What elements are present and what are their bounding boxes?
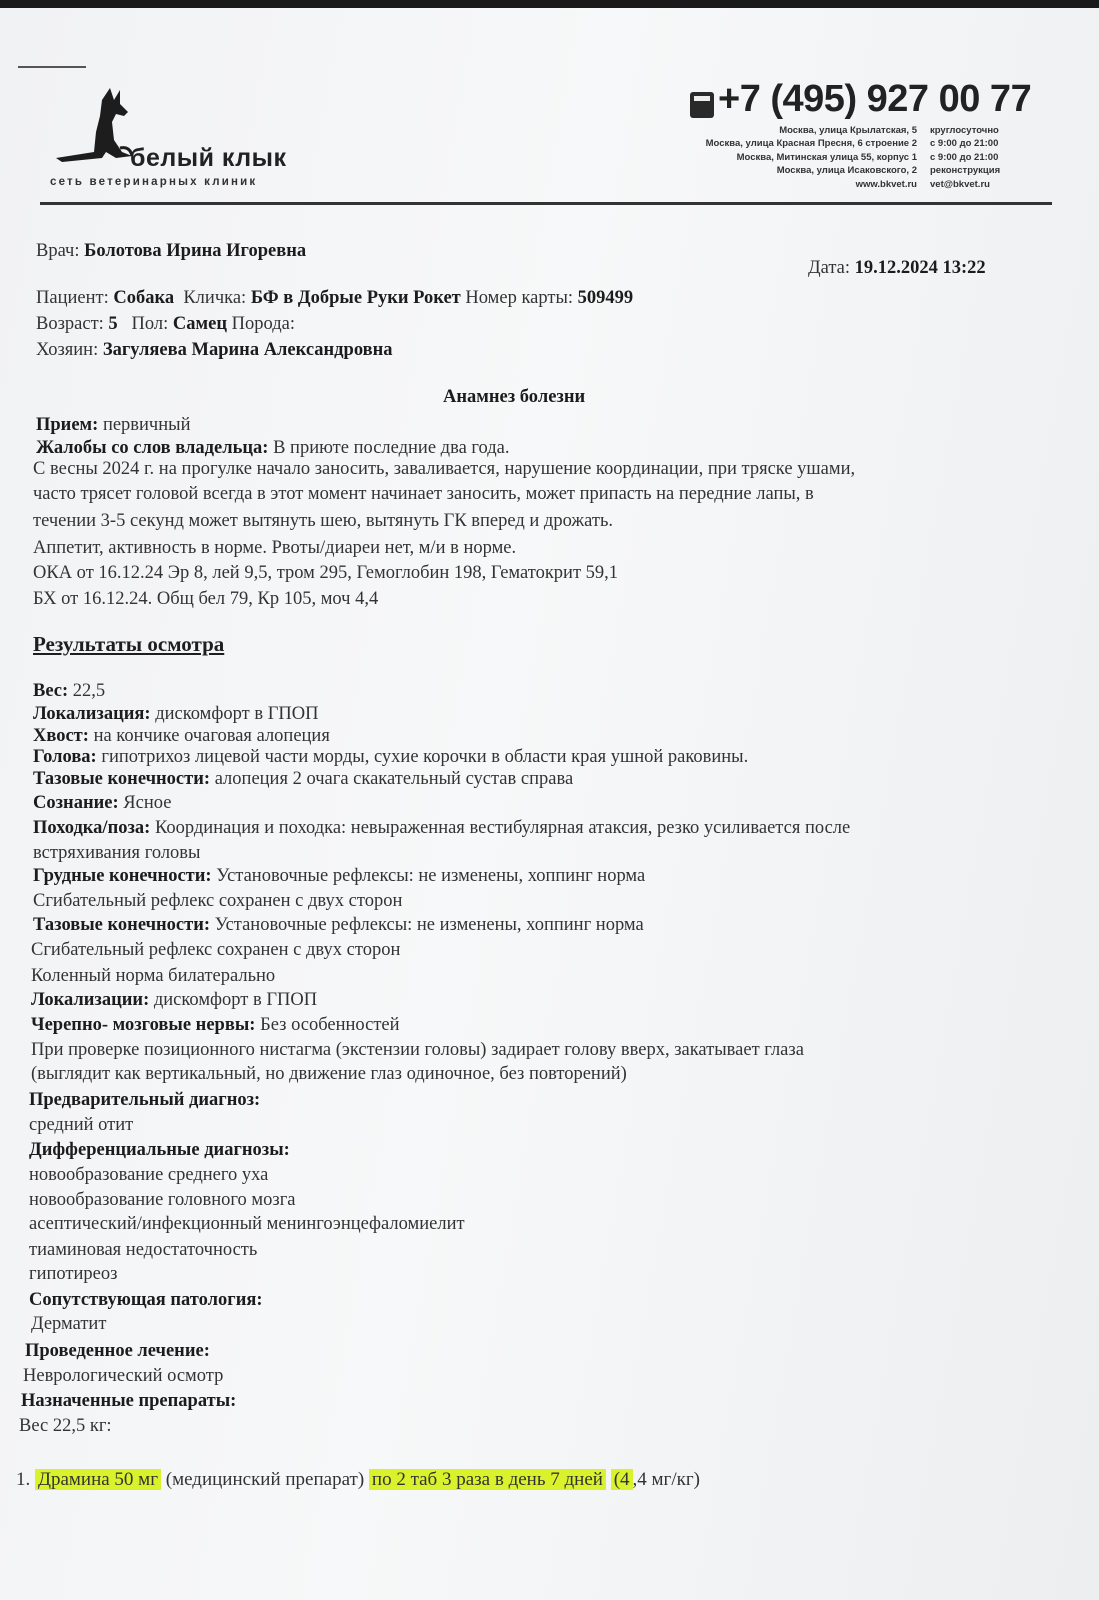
pen-mark: [18, 66, 86, 68]
tail-line: [33, 726, 330, 747]
consciousness-value: Ясное: [123, 793, 172, 813]
patient-label: Пациент:: [36, 288, 109, 308]
top-edge: [0, 0, 1099, 8]
sex: Самец: [172, 314, 228, 334]
differential-item: асептический/инфекционный менингоэнцефаломиелит: [29, 1214, 465, 1234]
weight-line: [33, 681, 105, 702]
thoracic-line-2: Сгибательный рефлекс сохранен с двух сторон: [33, 891, 403, 911]
localization-value: дискомфорт в ГПОП: [155, 704, 319, 724]
dose-rest: ,4 мг/кг): [632, 1469, 700, 1490]
dosing-schedule: по 2 таб 3 раза в день 7 дней: [369, 1469, 606, 1490]
preliminary-diagnosis-label-text: Предварительный диагноз:: [29, 1090, 261, 1110]
address-list: [706, 124, 917, 191]
pelvic-neuro-line-2: Сгибательный рефлекс сохранен с двух сторон: [31, 940, 401, 960]
lab-results: БХ от 16.12.24. Общ бел 79, Кр 105, моч 4,4: [33, 589, 379, 609]
drugs-weight: Вес 22,5 кг:: [19, 1416, 112, 1436]
consciousness-label: Сознание:: [33, 793, 119, 813]
clinic-tagline: сеть ветеринарных клиник: [50, 176, 258, 188]
head-line: [33, 747, 748, 768]
drug-name: Драмина 50 мг: [35, 1469, 161, 1490]
differential-item: новообразование головного мозга: [29, 1190, 296, 1210]
preliminary-diagnosis: средний отит: [29, 1115, 134, 1135]
pelvic-neuro-label: Тазовые конечности:: [33, 915, 211, 935]
anamnesis-text: Аппетит, активность в норме. Рвоты/диареи нет, м/и в норме.: [33, 538, 517, 558]
reception-label: Прием:: [36, 415, 99, 435]
tail-value: на кончике очаговая алопеция: [93, 726, 330, 746]
preliminary-diagnosis-label: [29, 1090, 260, 1111]
head-value: гипотрихоз лицевой части морды, сухие корочки в области края ушной раковины.: [101, 747, 749, 767]
cranial-nerves-value: Без особенностей: [260, 1015, 400, 1035]
differential-diagnoses-label-text: Дифференциальные диагнозы:: [29, 1140, 290, 1160]
reception-line: [36, 415, 190, 436]
gait-value: Координация и походка: невыраженная вестибулярная атаксия, резко усиливается после: [154, 818, 851, 838]
pelvic-neuro-line: [33, 915, 644, 936]
localization-2-value: дискомфорт в ГПОП: [153, 990, 318, 1010]
differential-diagnoses-label: [29, 1140, 290, 1161]
address-line: Москва, улица Красная Пресня, 6 строение 2: [705, 138, 917, 150]
pelvic-label: Тазовые конечности:: [33, 769, 211, 789]
address-line: Москва, улица Исаковского, 2: [776, 165, 917, 177]
email: vet@bkvet.ru: [930, 178, 990, 190]
card-label: Номер карты:: [465, 288, 574, 308]
thoracic-value: Установочные рефлексы: не изменены, хоппинг норма: [216, 866, 646, 886]
concomitant-value: Дерматит: [31, 1314, 107, 1334]
concomitant-label-text: Сопутствующая патология:: [29, 1290, 263, 1310]
gait-label: Походка/поза:: [33, 818, 151, 838]
cranial-nerves-label: Черепно- мозговые нервы:: [31, 1015, 256, 1035]
pelvic-neuro-value: Установочные рефлексы: не изменены, хоппинг норма: [214, 915, 644, 935]
visit-date: 19.12.2024 13:22: [854, 258, 986, 278]
nystagmus-line-2: (выглядит как вертикальный, но движение глаз одиночное, без повторений): [31, 1064, 627, 1084]
pelvic-value: алопеция 2 очага скакательный сустав справа: [214, 769, 574, 789]
treatment-label: [25, 1341, 210, 1362]
complaints-line: [36, 438, 510, 459]
thoracic-line: [33, 866, 645, 887]
differential-item: тиаминовая недостаточность: [29, 1240, 258, 1260]
doctor-line: [36, 241, 306, 262]
clinic-phone: +7 (495) 927 00 77: [718, 78, 1032, 120]
hours-line: круглосуточно: [930, 125, 999, 136]
weight-value: 22,5: [72, 681, 106, 701]
nickname-label: Кличка:: [183, 288, 247, 308]
patient-line: [36, 288, 633, 309]
complaints-label: Жалобы со слов владельца:: [36, 438, 269, 458]
age-line: [36, 314, 295, 335]
hours-line: реконструкция: [930, 165, 1001, 177]
owner-label: Хозяин:: [36, 340, 99, 360]
anamnesis-title-text: Анамнез болезни: [443, 387, 586, 407]
anamnesis-text: С весны 2024 г. на прогулке начало заносить, заваливается, нарушение координации, при тряске ушами,: [33, 459, 856, 479]
anamnesis-text: течении 3-5 секунд может вытянуть шею, вытянуть ГК вперед и дрожать.: [33, 511, 614, 531]
doctor-name: Болотова Ирина Игоревна: [84, 241, 307, 261]
dose-start: (4: [611, 1469, 633, 1490]
date-label: Дата:: [808, 258, 851, 278]
anamnesis-text: часто трясет головой всегда в этот момент начинает заносить, может припасть на передние лапы, в: [33, 484, 814, 504]
gait-line: [33, 818, 850, 839]
drugs-label-text: Назначенные препараты:: [21, 1391, 237, 1411]
gait-line-2: встряхивания головы: [33, 843, 201, 863]
localization-2-line: [31, 990, 317, 1011]
address-line: Москва, улица Крылатская, 5: [779, 125, 917, 136]
weight-label: Вес:: [33, 681, 69, 701]
head-label: Голова:: [33, 747, 97, 767]
localization-line: [33, 704, 318, 725]
header-divider: [40, 202, 1052, 205]
complaints-value: В приюте последние два года.: [273, 438, 510, 458]
age-label: Возраст:: [36, 314, 104, 334]
prescription-line: [16, 1469, 700, 1491]
hours-line: с 9:00 до 21:00: [930, 138, 999, 150]
localization-2-label: Локализации:: [31, 990, 150, 1010]
clinic-name: белый клык: [130, 144, 287, 172]
owner-line: [36, 340, 393, 361]
prescription-number: 1.: [16, 1469, 31, 1490]
differential-item: новообразование среднего уха: [29, 1165, 269, 1185]
phone-icon: [690, 92, 714, 118]
card-number: 509499: [577, 288, 634, 308]
exam-title: Результаты осмотра: [33, 632, 225, 656]
breed-label: Порода:: [231, 314, 295, 334]
doctor-label: Врач:: [36, 241, 80, 261]
consciousness-line: [33, 793, 171, 814]
nystagmus-line: При проверке позиционного нистагма (экстензии головы) задирает голову вверх, закатывает глаза: [31, 1040, 804, 1060]
localization-label: Локализация:: [33, 704, 151, 724]
thoracic-label: Грудные конечности:: [33, 866, 212, 886]
sex-label: Пол:: [131, 314, 169, 334]
drugs-label: [21, 1391, 236, 1412]
reception-value: первичный: [102, 415, 191, 435]
treatment-label-text: Проведенное лечение:: [25, 1341, 210, 1361]
anamnesis-title: [443, 387, 585, 408]
nickname: БФ в Добрые Руки Рокет: [250, 288, 461, 308]
clinic-logo: [46, 86, 296, 192]
cranial-nerves-line: [31, 1015, 400, 1036]
concomitant-label: [29, 1290, 263, 1311]
address-line: Москва, Митинская улица 55, корпус 1: [736, 151, 917, 163]
hours-list: [930, 124, 1000, 191]
website: www.bkvet.ru: [855, 178, 917, 190]
hours-line: с 9:00 до 21:00: [930, 151, 999, 163]
species: Собака: [113, 288, 175, 308]
lab-results: ОКА от 16.12.24 Эр 8, лей 9,5, тром 295, Гемоглобин 198, Гематокрит 59,1: [33, 563, 619, 583]
owner-name: Загуляева Марина Александровна: [102, 340, 393, 360]
treatment-value: Неврологический осмотр: [23, 1366, 224, 1386]
tail-label: Хвост:: [33, 726, 89, 746]
differential-item: гипотиреоз: [29, 1264, 118, 1284]
drug-kind: (медицинский препарат): [165, 1469, 365, 1490]
pelvic-neuro-line-3: Коленный норма билатерально: [31, 966, 276, 986]
date-line: [808, 258, 986, 279]
age: 5: [108, 314, 118, 334]
pelvic-line: [33, 769, 573, 790]
